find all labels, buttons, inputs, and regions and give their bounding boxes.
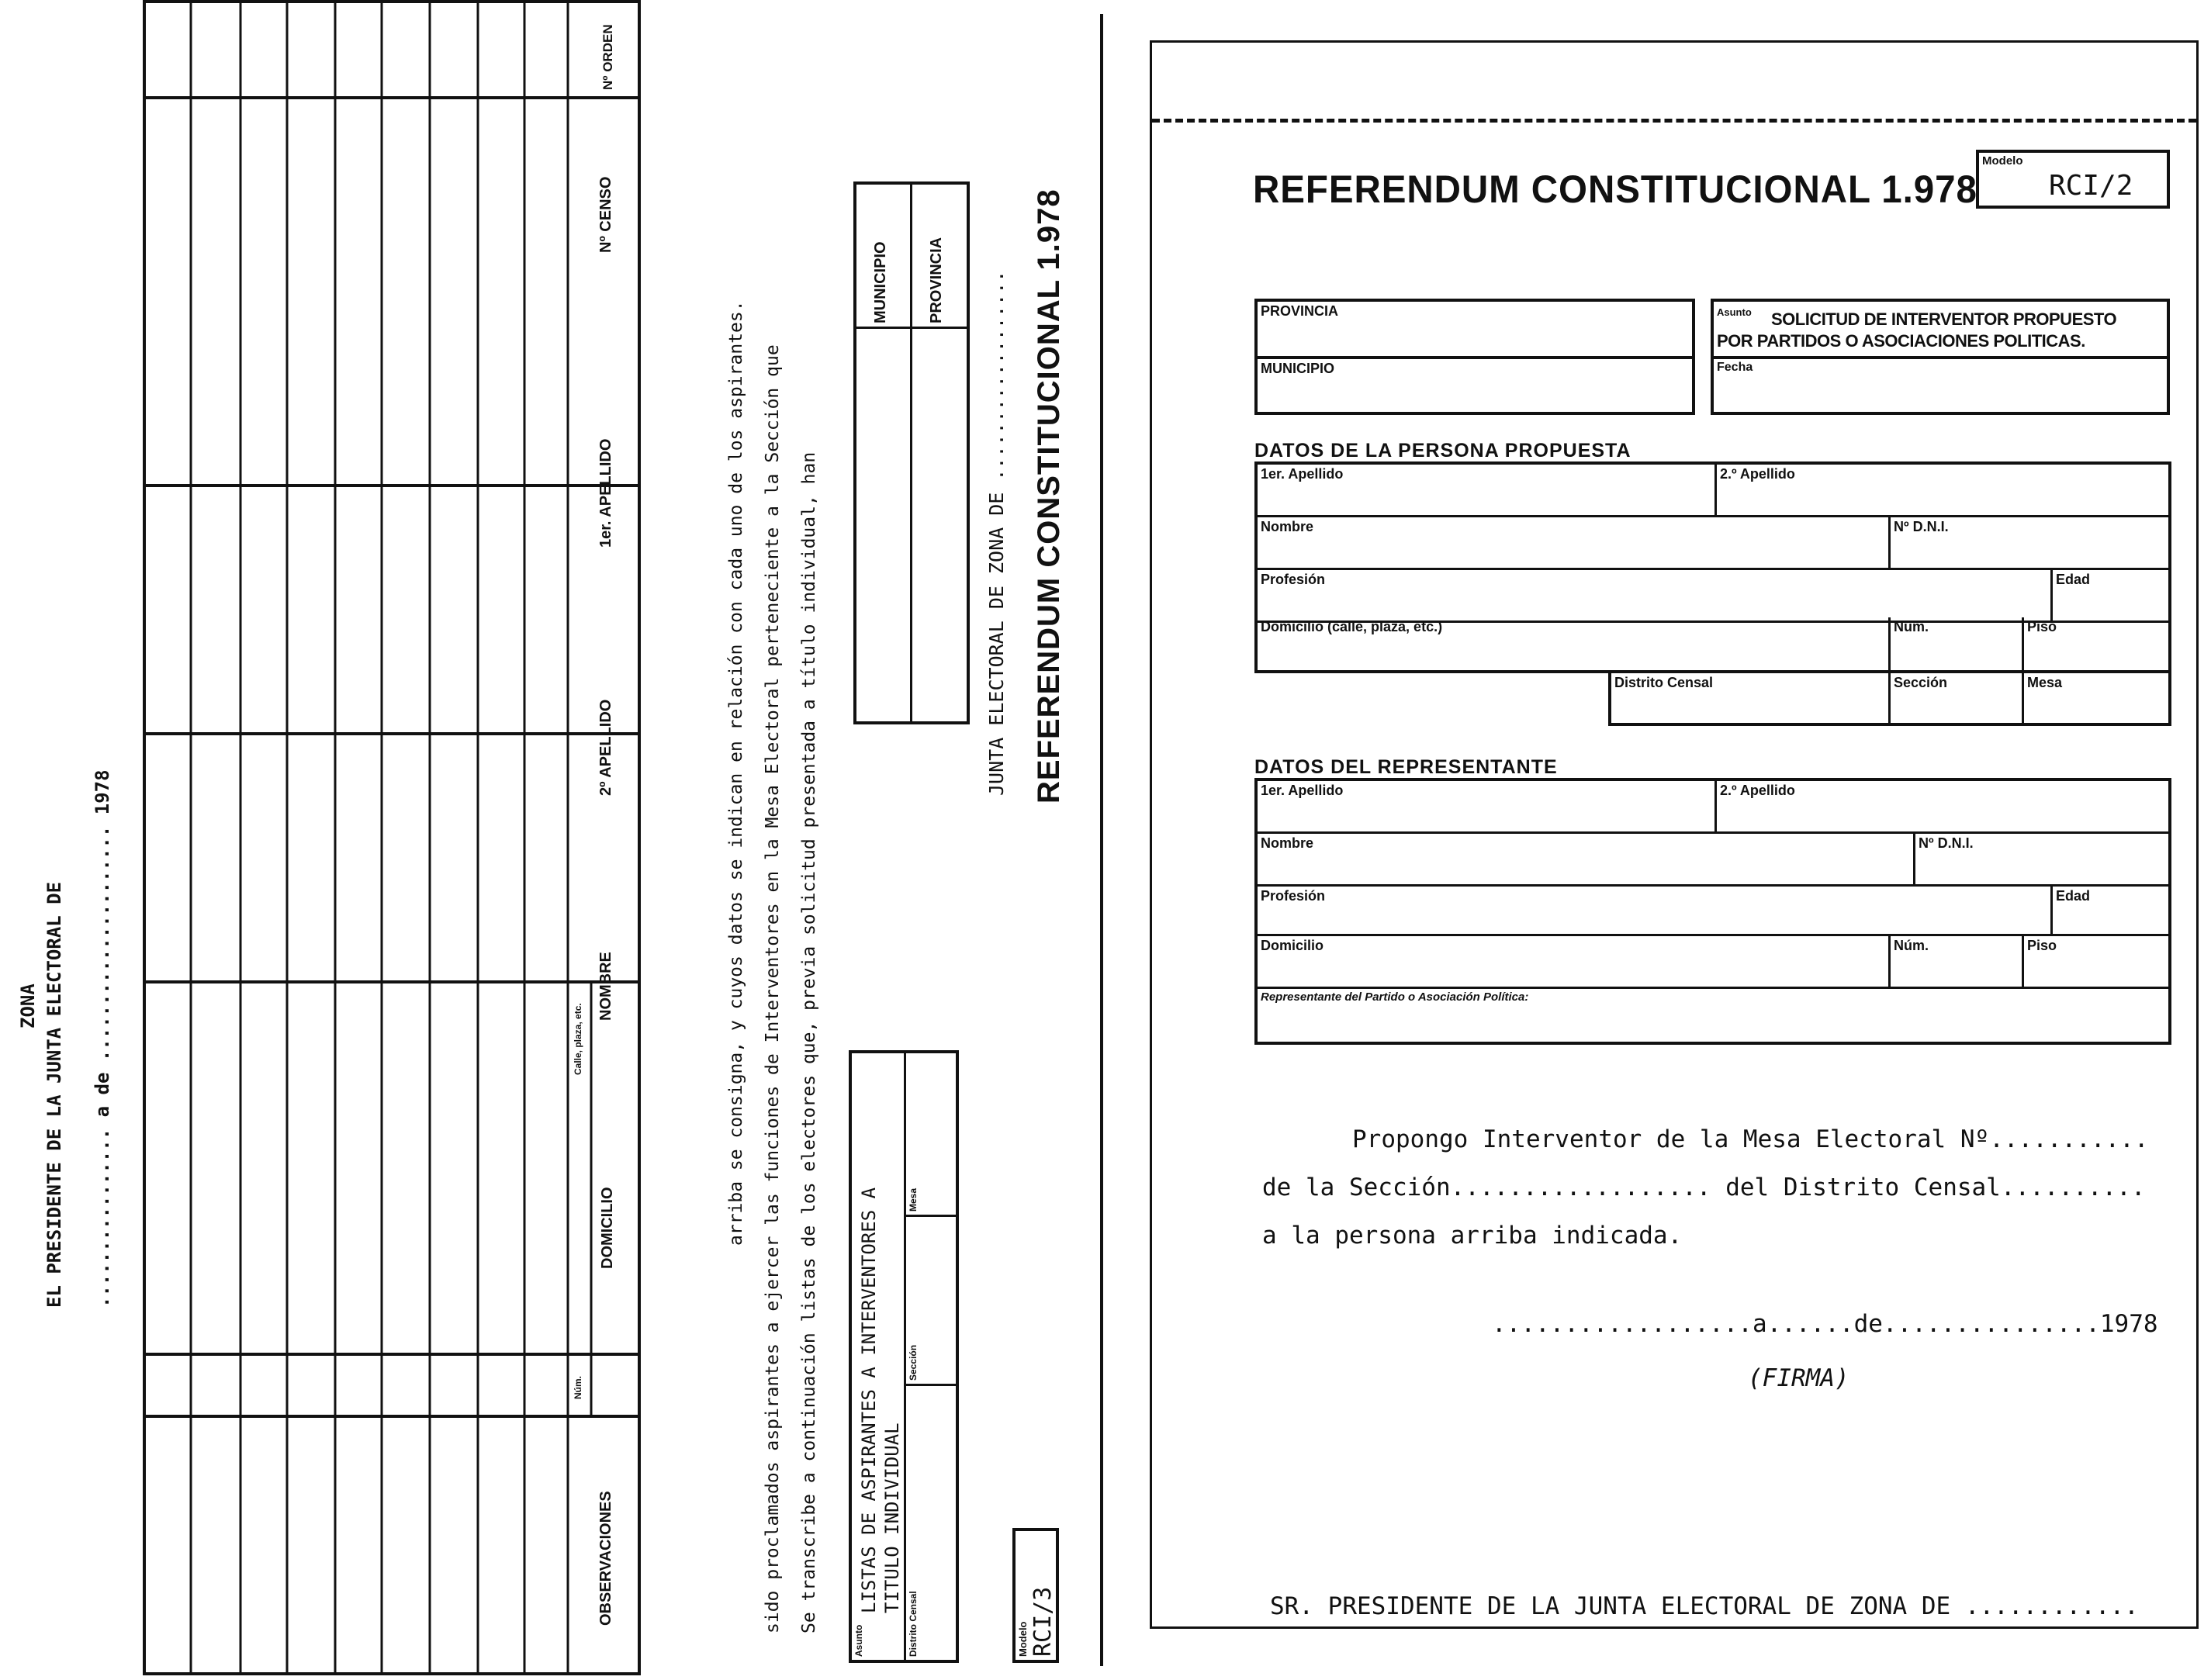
provincia-field[interactable] <box>1258 302 1692 359</box>
persona-profesion-field[interactable] <box>1258 570 2053 623</box>
form-title: REFERENDUM CONSTITUCIONAL 1.978 <box>1253 168 1977 211</box>
rci3-asunto-1: LISTAS DE ASPIRANTES A INTERVENTORES A <box>858 1187 880 1613</box>
rci3-asunto-field <box>852 1053 906 1660</box>
persona-nombre-label: Nombre <box>1261 519 1314 534</box>
asunto-label: Asunto <box>1717 306 1752 318</box>
location-box <box>1254 299 1695 415</box>
persona-apellido2-label: 2.º Apellido <box>1720 466 1795 482</box>
rci3-modelo-value: RCI/3 <box>1029 1586 1057 1657</box>
rep-dni-field[interactable] <box>1915 834 2168 887</box>
persona-apellido2-field[interactable] <box>1717 465 2168 517</box>
rci3-title: REFERENDUM CONSTITUCIONAL 1.978 <box>1032 188 1066 804</box>
rci3-municipio-label-cell <box>856 185 912 329</box>
rci3-intro-3: arriba se consigna, y cuyos datos se indican en relación con cada uno de los aspirantes. <box>726 300 746 1246</box>
form-rci3 <box>0 0 1102 1680</box>
rci3-mesa-label: Mesa <box>908 1187 919 1212</box>
rep-piso-label: Piso <box>2027 938 2057 953</box>
rep-edad-field[interactable] <box>2053 887 2168 936</box>
rci3-modelo-label: Modelo <box>1017 1621 1029 1657</box>
col-calle: Calle, plaza, etc. <box>573 1003 583 1075</box>
rci3-provincia-field <box>912 185 967 721</box>
rci3-seccion-field[interactable] <box>906 1215 956 1384</box>
persona-heading: DATOS DE LA PERSONA PROPUESTA <box>1254 440 1631 461</box>
rep-profesion-label: Profesión <box>1261 888 1326 904</box>
rep-num-label: Núm. <box>1894 938 1929 953</box>
rci3-table <box>143 0 641 1675</box>
persona-domicilio-field[interactable] <box>1258 617 1891 670</box>
persona-mesa-field[interactable] <box>2024 673 2168 723</box>
rci3-modelo-box <box>1012 1528 1059 1663</box>
col-orden: Nº ORDEN <box>600 24 615 90</box>
persona-nombre-field[interactable] <box>1258 517 1891 570</box>
asunto-box <box>1711 299 2170 415</box>
persona-line: a la persona arriba indicada. <box>1262 1222 1683 1250</box>
rci3-asunto-2: TITULO INDIVIDUAL <box>881 1422 903 1613</box>
persona-domicilio-row <box>1254 617 2171 673</box>
col-observaciones: OBSERVACIONES <box>597 1491 614 1626</box>
rci3-provincia-label: PROVINCIA <box>928 237 945 323</box>
rep-apellido2-field[interactable] <box>1717 781 2168 834</box>
rci3-presidente-2: ZONA <box>17 983 39 1028</box>
rci3-distrito-field[interactable] <box>906 1384 956 1660</box>
rep-apellido1-field[interactable] <box>1258 781 1717 834</box>
persona-piso-label: Piso <box>2027 619 2057 634</box>
col-domicilio: DOMICILIO <box>599 1187 616 1269</box>
rep-domicilio-field[interactable] <box>1258 936 1891 989</box>
rci3-intro-2: sido proclamados aspirantes a ejercer las funciones de Interventores en la Mesa Electoral perteneciente a la Sección que <box>763 344 783 1633</box>
rep-heading: DATOS DEL REPRESENTANTE <box>1254 756 1558 778</box>
rci3-junta: JUNTA ELECTORAL DE ZONA DE .................. <box>985 270 1008 796</box>
rep-partido-field[interactable] <box>1258 989 2168 1042</box>
persona-domicilio-label: Domicilio (calle, plaza, etc.) <box>1261 619 1443 634</box>
persona-seccion-field[interactable] <box>1891 673 2024 723</box>
persona-mesa-label: Mesa <box>2027 675 2063 690</box>
rci3-intro-1: Se transcribe a continuación listas de los electores que, previa solicitud presentada a título individual, han <box>799 451 819 1633</box>
rci3-grid-lines <box>146 3 638 1672</box>
persona-apellido1-label: 1er. Apellido <box>1261 466 1344 482</box>
rep-apellido1-label: 1er. Apellido <box>1261 783 1344 798</box>
rep-num-field[interactable] <box>1891 936 2024 989</box>
rep-nombre-field[interactable] <box>1258 834 1915 887</box>
rci3-date-line: ................ a de ..................... 1978 <box>92 769 113 1308</box>
form-rci2 <box>1150 40 2199 1629</box>
rci3-provincia-label-cell <box>912 185 967 329</box>
date-line: ..................a......de...............1978 <box>1492 1310 2158 1338</box>
rci3-location-box <box>853 181 970 724</box>
persona-distrito-field[interactable] <box>1611 673 1891 723</box>
asunto-text-2: POR PARTIDOS O ASOCIACIONES POLITICAS. <box>1717 331 2085 351</box>
rci3-seccion-label: Sección <box>908 1344 919 1381</box>
persona-dni-field[interactable] <box>1891 517 2168 570</box>
rep-domicilio-label: Domicilio <box>1261 938 1324 953</box>
persona-num-label: Núm. <box>1894 619 1929 634</box>
municipio-label: MUNICIPIO <box>1261 361 1335 376</box>
fecha-field[interactable] <box>1714 359 2167 413</box>
rep-edad-label: Edad <box>2056 888 2091 904</box>
asunto-field <box>1714 302 2167 359</box>
rci3-presidente-1: EL PRESIDENTE DE LA JUNTA ELECTORAL DE <box>43 881 65 1308</box>
rci3-distrito-label: Distrito Censal <box>908 1591 919 1657</box>
rci3-municipio-field <box>856 185 912 721</box>
persona-edad-field[interactable] <box>2053 570 2168 623</box>
persona-distrito-row <box>1608 670 2171 726</box>
persona-distrito-label: Distrito Censal <box>1614 675 1714 690</box>
asunto-text-1: SOLICITUD DE INTERVENTOR PROPUESTO <box>1771 309 2117 329</box>
rci3-mesa-field[interactable] <box>906 1053 956 1215</box>
propongo-line: Propongo Interventor de la Mesa Electoral Nº........... <box>1352 1125 2149 1153</box>
persona-piso-field[interactable] <box>2024 617 2168 670</box>
col-apellido1: 1er. APELLIDO <box>597 438 614 548</box>
col-num: Núm. <box>573 1376 583 1399</box>
persona-table <box>1254 461 2171 620</box>
persona-profesion-label: Profesión <box>1261 572 1326 587</box>
persona-edad-label: Edad <box>2056 572 2091 587</box>
footer-line: SR. PRESIDENTE DE LA JUNTA ELECTORAL DE ZONA DE ............ <box>1270 1592 2139 1620</box>
firma-label: (FIRMA) <box>1748 1364 1849 1392</box>
provincia-label: PROVINCIA <box>1261 303 1339 319</box>
col-nombre: NOMBRE <box>597 952 614 1021</box>
modelo-label: Modelo <box>1982 154 2023 168</box>
rep-apellido2-label: 2.º Apellido <box>1720 783 1795 798</box>
rci3-asunto-label: Asunto <box>853 1624 864 1657</box>
modelo-value: RCI/2 <box>2049 170 2133 202</box>
rep-profesion-field[interactable] <box>1258 887 2053 936</box>
persona-dni-label: Nº D.N.I. <box>1894 519 1949 534</box>
cut-line <box>1152 119 2196 123</box>
col-apellido2: 2º APELLIDO <box>597 699 614 796</box>
municipio-field[interactable] <box>1258 359 1692 413</box>
fecha-label: Fecha <box>1717 361 1753 374</box>
persona-seccion-label: Sección <box>1894 675 1948 690</box>
rci3-asunto-box <box>849 1050 959 1663</box>
rep-piso-field[interactable] <box>2024 936 2168 989</box>
persona-num-field[interactable] <box>1891 617 2024 670</box>
seccion-line: de la Sección.................. del Distrito Censal.......... <box>1262 1174 2146 1201</box>
persona-apellido1-field[interactable] <box>1258 465 1717 517</box>
rci3-municipio-label: MUNICIPIO <box>872 241 889 323</box>
rep-nombre-label: Nombre <box>1261 835 1314 851</box>
modelo-box <box>1976 150 2170 209</box>
rep-dni-label: Nº D.N.I. <box>1919 835 1974 851</box>
col-censo: Nº CENSO <box>597 176 614 253</box>
rep-partido-label: Representante del Partido o Asociación Política: <box>1261 990 1529 1004</box>
rep-table <box>1254 778 2171 1045</box>
